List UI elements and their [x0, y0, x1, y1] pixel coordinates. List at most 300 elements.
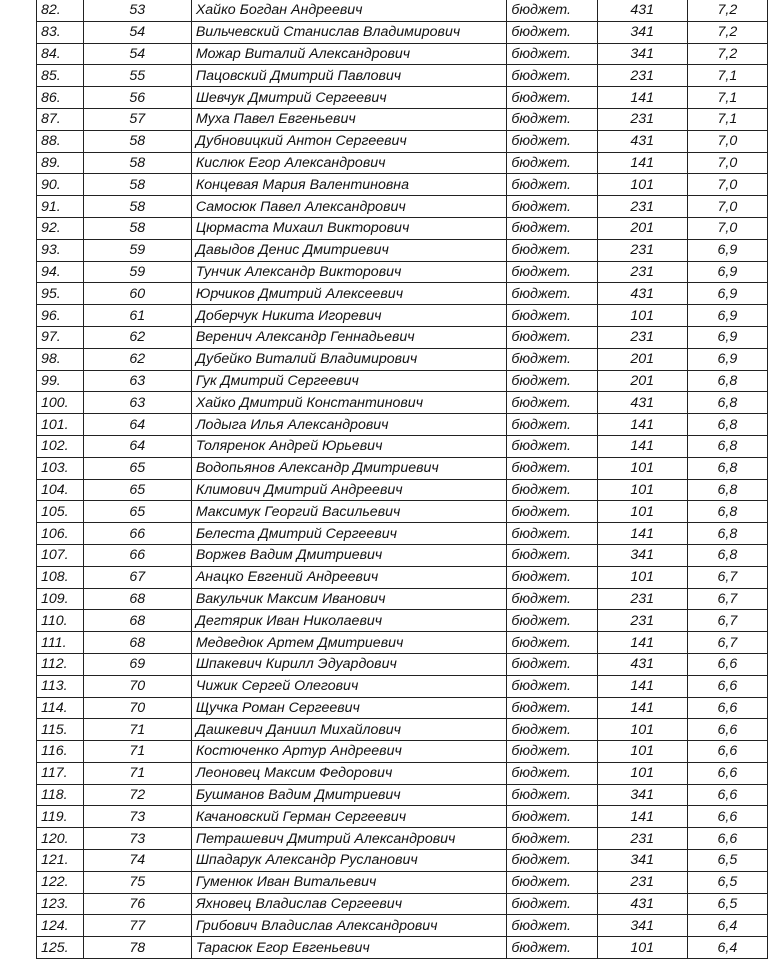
score-cell: 7,2	[687, 0, 767, 21]
funding-type-cell: бюджет.	[507, 632, 597, 654]
table-row	[37, 87, 768, 109]
score-cell: 6,8	[687, 479, 767, 501]
full-name-cell: Дубейко Виталий Владимирович	[191, 348, 507, 370]
group-code-cell: 341	[597, 784, 687, 806]
score-cell: 6,7	[687, 610, 767, 632]
group-code-cell: 341	[597, 850, 687, 872]
table-row	[37, 196, 768, 218]
table-row	[37, 0, 768, 21]
group-code-cell: 101	[597, 501, 687, 523]
rank-cell: 60	[83, 283, 191, 305]
score-cell: 7,1	[687, 108, 767, 130]
full-name-cell: Грибович Владислав Александрович	[191, 915, 507, 937]
row-number-cell: 90.	[37, 174, 84, 196]
full-name-cell: Самосюк Павел Александрович	[191, 196, 507, 218]
group-code-cell: 231	[597, 610, 687, 632]
row-number-cell: 114.	[37, 697, 84, 719]
funding-type-cell: бюджет.	[507, 653, 597, 675]
full-name-cell: Водопьянов Александр Дмитриевич	[191, 457, 507, 479]
table-row	[37, 893, 768, 915]
group-code-cell: 141	[597, 523, 687, 545]
row-number-cell: 102.	[37, 435, 84, 457]
score-cell: 6,8	[687, 414, 767, 436]
group-code-cell: 201	[597, 370, 687, 392]
funding-type-cell: бюджет.	[507, 588, 597, 610]
score-cell: 6,8	[687, 523, 767, 545]
row-number-cell: 106.	[37, 523, 84, 545]
row-number-cell: 97.	[37, 326, 84, 348]
full-name-cell: Муха Павел Евгеньевич	[191, 108, 507, 130]
full-name-cell: Качановский Герман Сергеевич	[191, 806, 507, 828]
funding-type-cell: бюджет.	[507, 152, 597, 174]
table-row	[37, 501, 768, 523]
rank-cell: 67	[83, 566, 191, 588]
full-name-cell: Кислюк Егор Александрович	[191, 152, 507, 174]
score-cell: 6,5	[687, 850, 767, 872]
funding-type-cell: бюджет.	[507, 850, 597, 872]
group-code-cell: 101	[597, 566, 687, 588]
full-name-cell: Гук Дмитрий Сергеевич	[191, 370, 507, 392]
rank-cell: 72	[83, 784, 191, 806]
rank-cell: 56	[83, 87, 191, 109]
funding-type-cell: бюджет.	[507, 501, 597, 523]
group-code-cell: 431	[597, 130, 687, 152]
full-name-cell: Концевая Мария Валентиновна	[191, 174, 507, 196]
table-row	[37, 217, 768, 239]
row-number-cell: 109.	[37, 588, 84, 610]
rank-cell: 71	[83, 719, 191, 741]
score-cell: 6,8	[687, 544, 767, 566]
full-name-cell: Юрчиков Дмитрий Алексеевич	[191, 283, 507, 305]
group-code-cell: 101	[597, 762, 687, 784]
score-cell: 6,6	[687, 675, 767, 697]
score-cell: 6,6	[687, 653, 767, 675]
rank-cell: 58	[83, 174, 191, 196]
group-code-cell: 101	[597, 937, 687, 959]
table-row	[37, 305, 768, 327]
row-number-cell: 96.	[37, 305, 84, 327]
funding-type-cell: бюджет.	[507, 196, 597, 218]
score-cell: 6,7	[687, 588, 767, 610]
row-number-cell: 123.	[37, 893, 84, 915]
group-code-cell: 101	[597, 457, 687, 479]
table-row	[37, 632, 768, 654]
table-row	[37, 523, 768, 545]
row-number-cell: 120.	[37, 828, 84, 850]
score-cell: 6,6	[687, 828, 767, 850]
table-row	[37, 784, 768, 806]
table-row	[37, 719, 768, 741]
full-name-cell: Гуменюк Иван Витальевич	[191, 871, 507, 893]
rank-cell: 73	[83, 828, 191, 850]
full-name-cell: Можар Виталий Александрович	[191, 43, 507, 65]
table-row	[37, 65, 768, 87]
row-number-cell: 117.	[37, 762, 84, 784]
rank-cell: 69	[83, 653, 191, 675]
full-name-cell: Цюрмаста Михаил Викторович	[191, 217, 507, 239]
score-cell: 6,9	[687, 261, 767, 283]
funding-type-cell: бюджет.	[507, 43, 597, 65]
row-number-cell: 124.	[37, 915, 84, 937]
rank-cell: 62	[83, 348, 191, 370]
table-row	[37, 261, 768, 283]
full-name-cell: Тунчик Александр Викторович	[191, 261, 507, 283]
score-cell: 6,6	[687, 806, 767, 828]
table-row	[37, 871, 768, 893]
funding-type-cell: бюджет.	[507, 806, 597, 828]
table-row	[37, 108, 768, 130]
rank-cell: 78	[83, 937, 191, 959]
full-name-cell: Вильчевский Станислав Владимирович	[191, 21, 507, 43]
group-code-cell: 101	[597, 741, 687, 763]
group-code-cell: 201	[597, 217, 687, 239]
row-number-cell: 115.	[37, 719, 84, 741]
rank-cell: 62	[83, 326, 191, 348]
row-number-cell: 84.	[37, 43, 84, 65]
full-name-cell: Доберчук Никита Игоревич	[191, 305, 507, 327]
score-cell: 6,8	[687, 435, 767, 457]
row-number-cell: 98.	[37, 348, 84, 370]
rank-cell: 68	[83, 588, 191, 610]
full-name-cell: Чижик Сергей Олегович	[191, 675, 507, 697]
group-code-cell: 141	[597, 435, 687, 457]
row-number-cell: 101.	[37, 414, 84, 436]
funding-type-cell: бюджет.	[507, 414, 597, 436]
score-cell: 6,8	[687, 370, 767, 392]
funding-type-cell: бюджет.	[507, 675, 597, 697]
table-row	[37, 937, 768, 959]
table-row	[37, 326, 768, 348]
group-code-cell: 431	[597, 283, 687, 305]
full-name-cell: Петрашевич Дмитрий Александрович	[191, 828, 507, 850]
funding-type-cell: бюджет.	[507, 871, 597, 893]
full-name-cell: Леоновец Максим Федорович	[191, 762, 507, 784]
score-cell: 6,9	[687, 326, 767, 348]
table-row	[37, 588, 768, 610]
table-row	[37, 762, 768, 784]
rank-cell: 59	[83, 239, 191, 261]
row-number-cell: 122.	[37, 871, 84, 893]
score-cell: 7,1	[687, 65, 767, 87]
full-name-cell: Максимук Георгий Васильевич	[191, 501, 507, 523]
funding-type-cell: бюджет.	[507, 479, 597, 501]
group-code-cell: 101	[597, 479, 687, 501]
rank-cell: 58	[83, 130, 191, 152]
score-cell: 6,5	[687, 893, 767, 915]
group-code-cell: 431	[597, 392, 687, 414]
score-cell: 7,2	[687, 43, 767, 65]
group-code-cell: 231	[597, 326, 687, 348]
rank-cell: 58	[83, 152, 191, 174]
rank-cell: 65	[83, 479, 191, 501]
score-cell: 6,8	[687, 501, 767, 523]
table-row	[37, 741, 768, 763]
group-code-cell: 341	[597, 43, 687, 65]
funding-type-cell: бюджет.	[507, 457, 597, 479]
full-name-cell: Вакульчик Максим Иванович	[191, 588, 507, 610]
score-cell: 7,2	[687, 21, 767, 43]
table-row	[37, 806, 768, 828]
table-row	[37, 239, 768, 261]
full-name-cell: Белеста Дмитрий Сергеевич	[191, 523, 507, 545]
funding-type-cell: бюджет.	[507, 697, 597, 719]
group-code-cell: 231	[597, 828, 687, 850]
rank-cell: 58	[83, 196, 191, 218]
score-cell: 6,6	[687, 697, 767, 719]
table-row	[37, 43, 768, 65]
group-code-cell: 341	[597, 915, 687, 937]
rank-cell: 65	[83, 457, 191, 479]
group-code-cell: 201	[597, 348, 687, 370]
full-name-cell: Дегтярик Иван Николаевич	[191, 610, 507, 632]
funding-type-cell: бюджет.	[507, 893, 597, 915]
rank-cell: 76	[83, 893, 191, 915]
rank-cell: 74	[83, 850, 191, 872]
funding-type-cell: бюджет.	[507, 523, 597, 545]
rank-cell: 54	[83, 43, 191, 65]
rank-cell: 77	[83, 915, 191, 937]
table-row	[37, 675, 768, 697]
score-cell: 6,9	[687, 283, 767, 305]
row-number-cell: 104.	[37, 479, 84, 501]
funding-type-cell: бюджет.	[507, 283, 597, 305]
score-cell: 6,9	[687, 348, 767, 370]
group-code-cell: 141	[597, 87, 687, 109]
row-number-cell: 105.	[37, 501, 84, 523]
group-code-cell: 141	[597, 632, 687, 654]
full-name-cell: Лодыга Илья Александрович	[191, 414, 507, 436]
full-name-cell: Яхновец Владислав Сергеевич	[191, 893, 507, 915]
group-code-cell: 231	[597, 871, 687, 893]
table-row	[37, 850, 768, 872]
funding-type-cell: бюджет.	[507, 828, 597, 850]
group-code-cell: 141	[597, 697, 687, 719]
funding-type-cell: бюджет.	[507, 370, 597, 392]
rank-cell: 63	[83, 370, 191, 392]
group-code-cell: 141	[597, 414, 687, 436]
table-row	[37, 479, 768, 501]
score-cell: 6,4	[687, 915, 767, 937]
group-code-cell: 431	[597, 893, 687, 915]
full-name-cell: Костюченко Артур Андреевич	[191, 741, 507, 763]
row-number-cell: 125.	[37, 937, 84, 959]
table-row	[37, 435, 768, 457]
funding-type-cell: бюджет.	[507, 937, 597, 959]
group-code-cell: 141	[597, 152, 687, 174]
table-row	[37, 21, 768, 43]
funding-type-cell: бюджет.	[507, 915, 597, 937]
row-number-cell: 85.	[37, 65, 84, 87]
full-name-cell: Шпакевич Кирилл Эдуардович	[191, 653, 507, 675]
full-name-cell: Веренич Александр Геннадьевич	[191, 326, 507, 348]
full-name-cell: Медведюк Артем Дмитриевич	[191, 632, 507, 654]
funding-type-cell: бюджет.	[507, 65, 597, 87]
funding-type-cell: бюджет.	[507, 741, 597, 763]
funding-type-cell: бюджет.	[507, 0, 597, 21]
group-code-cell: 101	[597, 305, 687, 327]
funding-type-cell: бюджет.	[507, 217, 597, 239]
full-name-cell: Давыдов Денис Дмитриевич	[191, 239, 507, 261]
full-name-cell: Хайко Дмитрий Константинович	[191, 392, 507, 414]
table-row	[37, 828, 768, 850]
table-row	[37, 392, 768, 414]
table-row	[37, 610, 768, 632]
table-row	[37, 130, 768, 152]
full-name-cell: Толяренок Андрей Юрьевич	[191, 435, 507, 457]
row-number-cell: 118.	[37, 784, 84, 806]
rank-cell: 64	[83, 414, 191, 436]
group-code-cell: 231	[597, 261, 687, 283]
row-number-cell: 91.	[37, 196, 84, 218]
table-body	[37, 0, 768, 959]
funding-type-cell: бюджет.	[507, 108, 597, 130]
score-cell: 7,0	[687, 217, 767, 239]
group-code-cell: 341	[597, 21, 687, 43]
full-name-cell: Тарасюк Егор Евгеньевич	[191, 937, 507, 959]
group-code-cell: 231	[597, 239, 687, 261]
row-number-cell: 92.	[37, 217, 84, 239]
full-name-cell: Климович Дмитрий Андреевич	[191, 479, 507, 501]
group-code-cell: 101	[597, 719, 687, 741]
row-number-cell: 86.	[37, 87, 84, 109]
table-row	[37, 152, 768, 174]
row-number-cell: 89.	[37, 152, 84, 174]
row-number-cell: 93.	[37, 239, 84, 261]
row-number-cell: 94.	[37, 261, 84, 283]
row-number-cell: 112.	[37, 653, 84, 675]
full-name-cell: Анацко Евгений Андреевич	[191, 566, 507, 588]
table-row	[37, 544, 768, 566]
score-cell: 6,4	[687, 937, 767, 959]
row-number-cell: 88.	[37, 130, 84, 152]
funding-type-cell: бюджет.	[507, 239, 597, 261]
score-cell: 6,8	[687, 392, 767, 414]
group-code-cell: 231	[597, 108, 687, 130]
full-name-cell: Дубновицкий Антон Сергеевич	[191, 130, 507, 152]
full-name-cell: Хайко Богдан Андреевич	[191, 0, 507, 21]
funding-type-cell: бюджет.	[507, 392, 597, 414]
score-cell: 6,6	[687, 784, 767, 806]
row-number-cell: 100.	[37, 392, 84, 414]
score-cell: 6,7	[687, 632, 767, 654]
row-number-cell: 121.	[37, 850, 84, 872]
table-row	[37, 414, 768, 436]
score-cell: 6,6	[687, 762, 767, 784]
rank-cell: 70	[83, 697, 191, 719]
funding-type-cell: бюджет.	[507, 566, 597, 588]
funding-type-cell: бюджет.	[507, 174, 597, 196]
group-code-cell: 141	[597, 675, 687, 697]
row-number-cell: 116.	[37, 741, 84, 763]
row-number-cell: 103.	[37, 457, 84, 479]
table-row	[37, 348, 768, 370]
rank-cell: 75	[83, 871, 191, 893]
rank-cell: 73	[83, 806, 191, 828]
score-cell: 7,0	[687, 174, 767, 196]
score-cell: 6,7	[687, 566, 767, 588]
score-cell: 7,1	[687, 87, 767, 109]
row-number-cell: 111.	[37, 632, 84, 654]
rank-cell: 66	[83, 523, 191, 545]
group-code-cell: 431	[597, 653, 687, 675]
table-row	[37, 566, 768, 588]
full-name-cell: Шпадарук Александр Русланович	[191, 850, 507, 872]
row-number-cell: 99.	[37, 370, 84, 392]
score-cell: 6,9	[687, 239, 767, 261]
rank-cell: 57	[83, 108, 191, 130]
rank-cell: 71	[83, 762, 191, 784]
group-code-cell: 141	[597, 806, 687, 828]
table-row	[37, 370, 768, 392]
row-number-cell: 82.	[37, 0, 84, 21]
funding-type-cell: бюджет.	[507, 762, 597, 784]
rank-cell: 55	[83, 65, 191, 87]
score-cell: 6,5	[687, 871, 767, 893]
funding-type-cell: бюджет.	[507, 544, 597, 566]
row-number-cell: 107.	[37, 544, 84, 566]
score-cell: 6,9	[687, 305, 767, 327]
rank-cell: 63	[83, 392, 191, 414]
full-name-cell: Воржев Вадим Дмитриевич	[191, 544, 507, 566]
rank-cell: 71	[83, 741, 191, 763]
score-cell: 6,6	[687, 741, 767, 763]
rank-cell: 65	[83, 501, 191, 523]
table-row	[37, 697, 768, 719]
funding-type-cell: бюджет.	[507, 21, 597, 43]
rank-cell: 64	[83, 435, 191, 457]
row-number-cell: 110.	[37, 610, 84, 632]
rank-cell: 53	[83, 0, 191, 21]
row-number-cell: 119.	[37, 806, 84, 828]
full-name-cell: Дашкевич Даниил Михайлович	[191, 719, 507, 741]
score-cell: 6,8	[687, 457, 767, 479]
row-number-cell: 83.	[37, 21, 84, 43]
group-code-cell: 341	[597, 544, 687, 566]
table-row	[37, 915, 768, 937]
score-cell: 6,6	[687, 719, 767, 741]
full-name-cell: Пацовский Дмитрий Павлович	[191, 65, 507, 87]
funding-type-cell: бюджет.	[507, 610, 597, 632]
row-number-cell: 113.	[37, 675, 84, 697]
full-name-cell: Бушманов Вадим Дмитриевич	[191, 784, 507, 806]
funding-type-cell: бюджет.	[507, 305, 597, 327]
group-code-cell: 431	[597, 0, 687, 21]
row-number-cell: 95.	[37, 283, 84, 305]
rank-cell: 68	[83, 632, 191, 654]
group-code-cell: 231	[597, 65, 687, 87]
full-name-cell: Щучка Роман Сергеевич	[191, 697, 507, 719]
funding-type-cell: бюджет.	[507, 261, 597, 283]
rank-cell: 70	[83, 675, 191, 697]
funding-type-cell: бюджет.	[507, 87, 597, 109]
funding-type-cell: бюджет.	[507, 784, 597, 806]
rank-cell: 54	[83, 21, 191, 43]
table-row	[37, 653, 768, 675]
funding-type-cell: бюджет.	[507, 348, 597, 370]
funding-type-cell: бюджет.	[507, 130, 597, 152]
table-row	[37, 457, 768, 479]
group-code-cell: 231	[597, 196, 687, 218]
row-number-cell: 108.	[37, 566, 84, 588]
rank-cell: 61	[83, 305, 191, 327]
rank-cell: 68	[83, 610, 191, 632]
group-code-cell: 231	[597, 588, 687, 610]
funding-type-cell: бюджет.	[507, 719, 597, 741]
score-cell: 7,0	[687, 196, 767, 218]
rank-cell: 59	[83, 261, 191, 283]
score-cell: 7,0	[687, 152, 767, 174]
funding-type-cell: бюджет.	[507, 435, 597, 457]
